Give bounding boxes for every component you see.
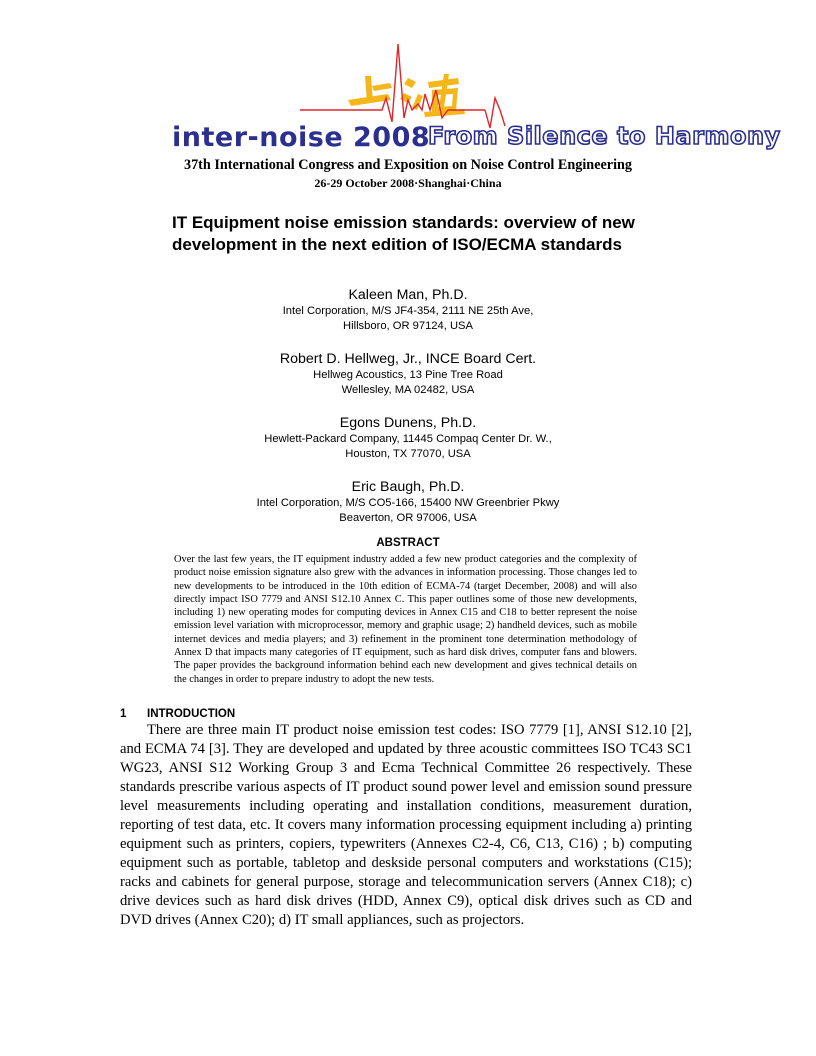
author-name: Kaleen Man, Ph.D. <box>348 287 468 303</box>
author-block <box>0 415 816 462</box>
author-block <box>0 351 816 398</box>
paper-title <box>172 212 692 256</box>
author-address: Hillsboro, OR 97124, USA <box>343 320 473 332</box>
section-heading <box>120 708 235 720</box>
section-body-text: There are three main IT product noise emission test codes: ISO 7779 [1], ANSI S12.10 [2], and ECMA 74 [3]. They are developed and updated by three acoustic committees ISO TC43 SC1 WG23, ANSI S12 Working Group 3 and Ecma Technical Committee 26 respectively. These standards prescribe various aspects of IT product sound power level and emission sound pressure level measurements including operating and installation conditions, measurement duration, reporting of test data, etc. It covers many information processing equipment including a) printing equipment such as printers, copiers, typewriters (Annexes C2-4, C6, C13, C16) ; b) computing equipment such as portable, tabletop and deskside personal computers and workstations (C15); racks and cabinets for general purpose, storage and telecommunication servers (Annex C18); c) drive devices such as hard disk drives (HDD, Annex C9), optical disk drives such as CD and DVD drives (Annex C20); d) IT small appliances, such as projectors. <box>120 722 692 928</box>
abstract-heading: ABSTRACT <box>376 537 440 549</box>
conference-title: 37th International Congress and Exposition on Noise Control Engineering <box>183 157 633 173</box>
section-number: 1 <box>120 708 127 720</box>
paper-title-line-1: IT Equipment noise emission standards: overview of new <box>172 213 635 232</box>
abstract-text: Over the last few years, the IT equipment industry added a few new product categories and the complexity of product noise emission signature also grew with the advances in information processing. Those changes led to new developments to be introduced in the 10th edition of ECMA-74 (target December, 2008) and will also directly impact ISO 7779 and ANSI S12.10 Annex C. This paper outlines some of those new developments, including 1) new operating modes for computing devices in Annex C15 and C18 to better represent the noise emission level variation with microprocessor, memory and graphic usage; 2) handheld devices, such as mobile internet devices and media players; and 3) refinement in the prominent tone determination methodology of Annex D that impacts many categories of IT equipment, such as hard disk drives, computer fans and blowers. The paper provides the background information behind each new development and gives technical details on the changes in order to prepare industry to adopt the new tests. <box>174 554 637 685</box>
conference-logo <box>160 38 781 158</box>
author-block <box>0 287 816 334</box>
author-affiliation: Intel Corporation, M/S CO5-166, 15400 NW Greenbrier Pkwy <box>256 497 560 509</box>
author-affiliation: Intel Corporation, M/S JF4-354, 2111 NE 25th Ave, <box>282 305 534 317</box>
author-block <box>0 479 816 526</box>
conference-date: 26-29 October 2008·Shanghai·China <box>314 176 502 190</box>
author-affiliation: Hewlett-Packard Company, 11445 Compaq Center Dr. W., <box>264 433 552 445</box>
author-address: Houston, TX 77070, USA <box>345 448 471 460</box>
author-address: Beaverton, OR 97006, USA <box>339 512 477 524</box>
section-title: INTRODUCTION <box>147 708 236 720</box>
logo-inter-noise-2008: inter-noise 2008 <box>172 122 431 153</box>
author-name: Eric Baugh, Ph.D. <box>351 479 465 495</box>
paper-title-line-2: development in the next edition of ISO/ECMA standards <box>172 235 622 254</box>
logo-slogan: From Silence to Harmony <box>428 122 781 150</box>
author-address: Wellesley, MA 02482, USA <box>341 384 475 396</box>
author-name: Egons Dunens, Ph.D. <box>339 415 477 431</box>
author-name: Robert D. Hellweg, Jr., INCE Board Cert. <box>279 351 537 367</box>
author-affiliation: Hellweg Acoustics, 13 Pine Tree Road <box>313 369 503 381</box>
